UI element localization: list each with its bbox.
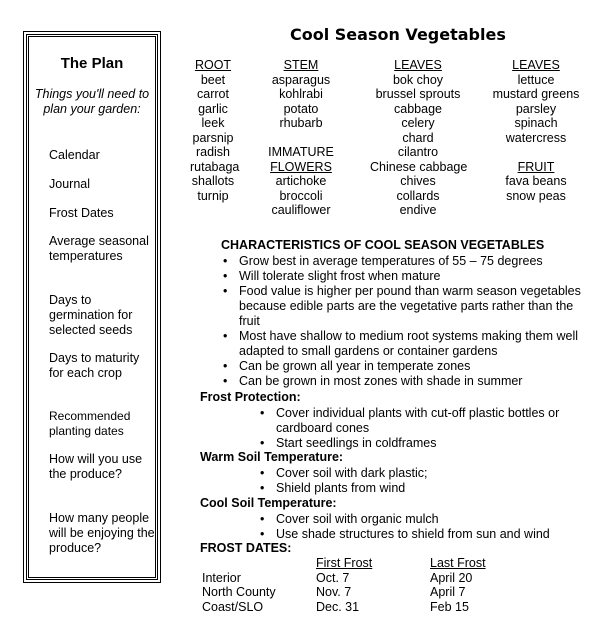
list-item: Chinese cabbage <box>370 159 468 174</box>
list-item: • Can be grown in most zones with shade in summer <box>219 374 591 389</box>
plan-sidebar <box>26 34 158 580</box>
list-item: cilantro <box>397 145 439 159</box>
list-item: • Can be grown all year in temperate zones <box>219 359 591 374</box>
list-item: celery <box>401 116 435 130</box>
cool-soil-heading: Cool Soil Temperature: <box>200 496 337 510</box>
list-item: • Shield plants from wind <box>258 481 578 496</box>
table-cell: Coast/SLO <box>202 599 264 614</box>
list-item: watercress <box>505 130 567 145</box>
plan-title: The Plan <box>60 55 124 72</box>
list-item: endive <box>399 203 437 217</box>
list-item: bok choy <box>392 72 444 87</box>
list-item: • Will tolerate slight frost when mature <box>219 269 591 284</box>
list-item: broccoli <box>279 188 323 203</box>
list-item: fava beans <box>505 174 567 188</box>
list-item: lettuce <box>517 72 555 87</box>
plan-item-journal: Journal <box>49 177 90 191</box>
plan-item-frost-dates: Frost Dates <box>49 206 114 220</box>
plan-item-calendar: Calendar <box>49 148 100 162</box>
list-item: radish <box>195 145 231 159</box>
list-item: collards <box>396 188 440 203</box>
leaves-header-2: LEAVES <box>512 58 560 72</box>
list-item: kohlrabi <box>279 87 323 101</box>
list-item: rhubarb <box>279 116 323 130</box>
warm-soil-heading: Warm Soil Temperature: <box>200 450 344 464</box>
list-item: • Use shade structures to shield from sun and wind <box>258 527 588 542</box>
list-item: parsnip <box>192 130 234 145</box>
cool-soil-list <box>258 512 588 542</box>
root-column <box>190 58 240 203</box>
list-item: • Cover soil with organic mulch <box>258 512 588 527</box>
fruit-header: FRUIT <box>517 159 555 174</box>
plan-item-germination: Days to germination for selected seeds <box>49 293 133 337</box>
table-header-row <box>202 556 520 571</box>
table-cell: Dec. 31 <box>316 599 360 614</box>
column-header-last-frost: Last Frost <box>430 556 486 570</box>
frost-dates-table <box>202 556 520 614</box>
list-item: • Most have shallow to medium root systems making them well adapted to small gardens or container gardens <box>219 329 591 359</box>
leaves-column-2 <box>488 58 584 203</box>
plan-item-people: How many people will be enjoying the produce? <box>49 511 155 555</box>
frost-protection-heading: Frost Protection: <box>200 390 301 404</box>
table-cell: Nov. 7 <box>316 585 352 599</box>
page-title: Cool Season Vegetables <box>290 25 506 44</box>
list-item: turnip <box>197 188 229 203</box>
table-cell: Feb 15 <box>430 599 469 614</box>
immature-header-line1: IMMATURE <box>268 145 334 159</box>
list-item: snow peas <box>506 188 566 203</box>
list-item: artichoke <box>275 174 327 188</box>
list-item: chard <box>402 130 434 145</box>
list-item: • Grow best in average temperatures of 55 – 75 degrees <box>219 254 591 269</box>
leaves-header-1: LEAVES <box>394 58 442 72</box>
plan-intro: Things you'll need to plan your garden: <box>34 87 150 116</box>
list-item: spinach <box>514 116 558 130</box>
characteristics-title: CHARACTERISTICS OF COOL SEASON VEGETABLES <box>221 238 545 252</box>
list-item: cauliflower <box>271 203 331 217</box>
table-cell: Interior <box>202 570 241 585</box>
table-cell: April 20 <box>430 570 473 585</box>
leaves-column-1 <box>370 58 466 218</box>
table-row <box>202 571 520 586</box>
plan-item-avg-temps: Average seasonal temperatures <box>49 234 149 263</box>
column-header-first-frost: First Frost <box>316 556 373 570</box>
spacer <box>488 145 584 160</box>
table-row <box>202 585 520 600</box>
root-header: ROOT <box>194 58 232 72</box>
plan-item-planting-dates: Recommended planting dates <box>49 409 131 438</box>
list-item: chives <box>400 174 436 188</box>
list-item: rutabaga <box>190 159 240 174</box>
table-cell: Oct. 7 <box>316 570 350 585</box>
list-item: • Cover soil with dark plastic; <box>258 466 578 481</box>
list-item: carrot <box>197 87 229 101</box>
list-item: leek <box>201 116 225 130</box>
warm-soil-list <box>258 466 578 496</box>
list-item: asparagus <box>271 72 331 87</box>
column-header <box>202 556 316 571</box>
plan-item-use-produce: How will you use the produce? <box>49 452 143 481</box>
list-item: • Cover individual plants with cut-off plastic bottles or cardboard cones <box>258 406 578 436</box>
list-item: garlic <box>198 101 228 116</box>
frost-protection-list <box>258 406 578 451</box>
immature-header-line2: FLOWERS <box>270 159 332 174</box>
plan-item-maturity: Days to maturity for each crop <box>49 351 140 380</box>
list-item: brussel sprouts <box>375 87 461 101</box>
frost-dates-heading: FROST DATES: <box>200 541 292 555</box>
table-cell: North County <box>202 585 276 599</box>
table-cell: April 7 <box>430 585 466 599</box>
list-item: shallots <box>191 174 235 188</box>
list-item: beet <box>200 72 226 87</box>
list-item: potato <box>283 101 319 116</box>
stem-header: STEM <box>283 58 319 72</box>
spacer <box>263 131 339 146</box>
list-item: cabbage <box>394 101 442 116</box>
table-row <box>202 600 520 615</box>
list-item: mustard greens <box>492 87 580 101</box>
list-item: • Start seedlings in coldframes <box>258 436 578 451</box>
list-item: • Food value is higher per pound than warm season vegetables because edible parts are the vegetative parts rather than the fruit <box>219 284 591 329</box>
list-item: parsley <box>515 101 557 116</box>
characteristics-list <box>219 254 591 389</box>
stem-column <box>263 58 339 218</box>
